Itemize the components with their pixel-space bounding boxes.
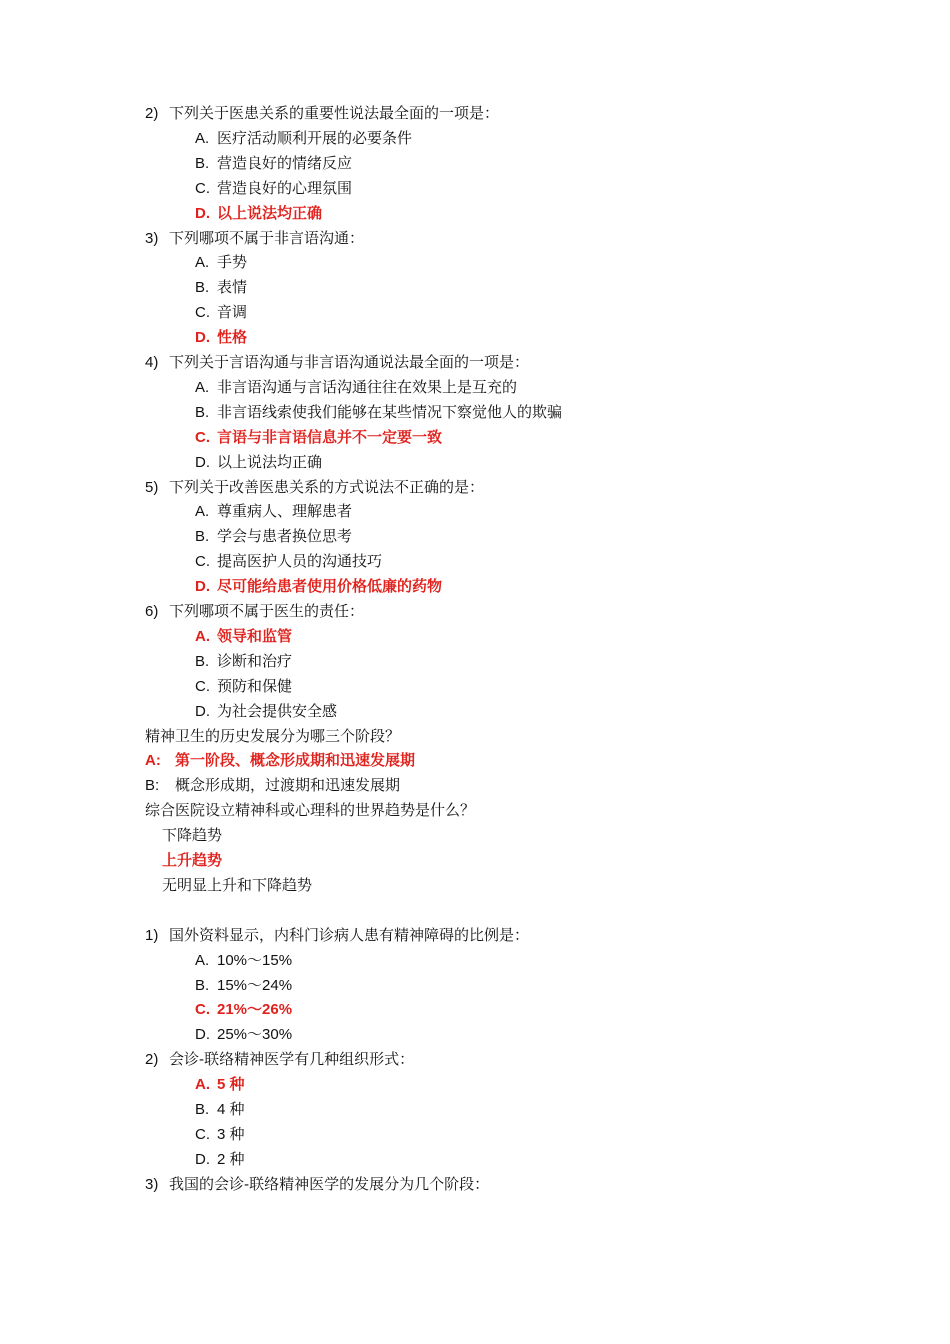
item-text: 25%～30% (217, 1026, 293, 1044)
item-number: D. (195, 329, 210, 347)
option (195, 250, 247, 274)
item-number: C. (195, 179, 210, 197)
item-number: D. (195, 1150, 210, 1168)
option-correct (195, 997, 292, 1021)
item-number: A: (145, 752, 161, 770)
item-text: 以上说法均正确 (217, 203, 323, 222)
item-number: B. (195, 279, 210, 297)
question-heading (145, 798, 475, 822)
item-text: 会诊-联络精神医学有几种组织形式： (169, 1050, 415, 1069)
item-text: 营造良好的情绪反应 (217, 153, 353, 172)
option (195, 126, 412, 150)
item-number: C. (195, 1001, 210, 1019)
item-number: C. (195, 428, 210, 446)
option (195, 973, 292, 997)
item-number: C. (195, 677, 210, 695)
option (195, 1122, 245, 1146)
option (195, 674, 292, 698)
item-number: C. (195, 304, 210, 322)
item-number: B: (145, 777, 160, 795)
item-number: 3) (145, 1175, 159, 1193)
item-text: 下列关于改善医患关系的方式说法不正确的是： (169, 477, 485, 496)
item-text: 无明显上升和下降趋势 (162, 875, 313, 894)
option (195, 699, 337, 723)
item-text: 第一阶段、概念形成期和迅速发展期 (175, 751, 416, 770)
item-number: A. (195, 1076, 210, 1094)
option (195, 275, 247, 299)
item-text: 性格 (217, 328, 248, 347)
item-number: 4) (145, 354, 159, 371)
item-text: 言语与非言语信息并不一定要一致 (217, 427, 443, 446)
option-correct (195, 425, 442, 449)
item-text: 表情 (217, 278, 248, 297)
item-text: 为社会提供安全感 (217, 701, 338, 720)
item-number: B. (195, 652, 210, 670)
question-heading (145, 724, 400, 748)
answer-option (145, 773, 400, 797)
item-text: 4 种 (217, 1101, 245, 1118)
item-text: 国外资料显示，内科门诊病人患有精神障碍的比例是： (169, 925, 530, 944)
answer-option-correct (145, 748, 415, 772)
item-text: 提高医护人员的沟通技巧 (217, 552, 383, 571)
item-text: 精神卫生的历史发展分为哪三个阶段？ (145, 726, 401, 745)
item-number: A. (195, 627, 210, 645)
item-text: 预防和保健 (217, 676, 293, 695)
item-text: 概念形成期，过渡期和迅速发展期 (175, 776, 401, 795)
item-text: 下降趋势 (162, 826, 223, 845)
option (195, 499, 352, 523)
question (145, 350, 529, 374)
option-correct (195, 325, 247, 349)
item-text: 医疗活动顺利开展的必要条件 (217, 128, 413, 147)
item-text: 学会与患者换位思考 (217, 527, 353, 546)
item-text: 10%～15% (217, 951, 293, 969)
item-number: B. (195, 1101, 210, 1118)
item-number: D. (195, 453, 210, 471)
item-text: 非言语线索使我们能够在某些情况下察觉他人的欺骗 (217, 402, 563, 421)
item-text: 综合医院设立精神科或心理科的世界趋势是什么？ (145, 801, 476, 820)
item-number: C. (195, 553, 210, 571)
item-number: 2) (145, 105, 159, 122)
item-text: 5 种 (217, 1076, 245, 1094)
option (195, 948, 292, 972)
question (145, 1172, 489, 1196)
option-correct (195, 574, 442, 598)
item-number: B. (195, 154, 210, 172)
item-text: 下列关于言语沟通与非言语沟通说法最全面的一项是： (169, 353, 530, 371)
item-number: 6) (145, 603, 159, 620)
item-text: 下列关于医患关系的重要性说法最全面的一项是： (169, 104, 500, 122)
item-number: D. (195, 1026, 210, 1044)
option (195, 151, 352, 175)
option (195, 300, 247, 324)
option-correct (195, 201, 322, 225)
option (195, 1022, 292, 1046)
item-text: 3 种 (217, 1125, 245, 1143)
item-number: 1) (145, 926, 159, 944)
item-text: 尽可能给患者使用价格低廉的药物 (217, 577, 443, 596)
item-text: 下列哪项不属于非言语沟通： (169, 228, 365, 247)
option (195, 649, 292, 673)
item-number: A. (195, 503, 210, 521)
item-number: B. (195, 403, 210, 421)
item-text: 非言语沟通与言话沟通往往在效果上是互充的 (217, 377, 518, 396)
item-number: 2) (145, 1051, 159, 1069)
item-text: 15%～24% (217, 976, 293, 994)
option (162, 873, 312, 897)
item-number: C. (195, 1125, 210, 1143)
item-text: 下列哪项不属于医生的责任： (169, 602, 365, 620)
option (195, 549, 382, 573)
item-text: 2 种 (217, 1150, 245, 1168)
question (145, 101, 499, 125)
option (195, 375, 517, 399)
item-number: B. (195, 528, 210, 546)
item-number: A. (195, 129, 210, 147)
item-number: 3) (145, 229, 159, 247)
item-number: B. (195, 976, 210, 994)
option-correct (195, 624, 292, 648)
option (195, 1097, 245, 1121)
option (195, 524, 352, 548)
item-text: 上升趋势 (162, 851, 223, 869)
item-number: A. (195, 254, 210, 272)
item-text: 营造良好的心理氛围 (217, 178, 353, 197)
option (195, 176, 352, 200)
item-text: 我国的会诊-联络精神医学的发展分为几个阶段： (169, 1174, 490, 1193)
item-text: 手势 (217, 253, 248, 272)
item-text: 以上说法均正确 (217, 452, 323, 471)
item-number: D. (195, 702, 210, 720)
item-number: 5) (145, 478, 159, 496)
question (145, 923, 529, 947)
item-number: D. (195, 578, 210, 596)
item-text: 尊重病人、理解患者 (217, 502, 353, 521)
option-correct (162, 848, 222, 872)
item-number: A. (195, 951, 210, 969)
item-text: 领导和监管 (217, 626, 293, 645)
question (145, 475, 484, 499)
question (145, 1047, 414, 1071)
option (195, 1147, 245, 1171)
option-correct (195, 1072, 245, 1096)
option (195, 450, 322, 474)
item-text: 21%～26% (217, 1001, 293, 1019)
question (145, 599, 364, 623)
option (162, 823, 222, 847)
item-number: D. (195, 204, 210, 222)
item-text: 诊断和治疗 (217, 651, 293, 670)
item-number: A. (195, 378, 210, 396)
option (195, 400, 562, 424)
item-text: 音调 (217, 303, 248, 322)
question (145, 226, 364, 250)
